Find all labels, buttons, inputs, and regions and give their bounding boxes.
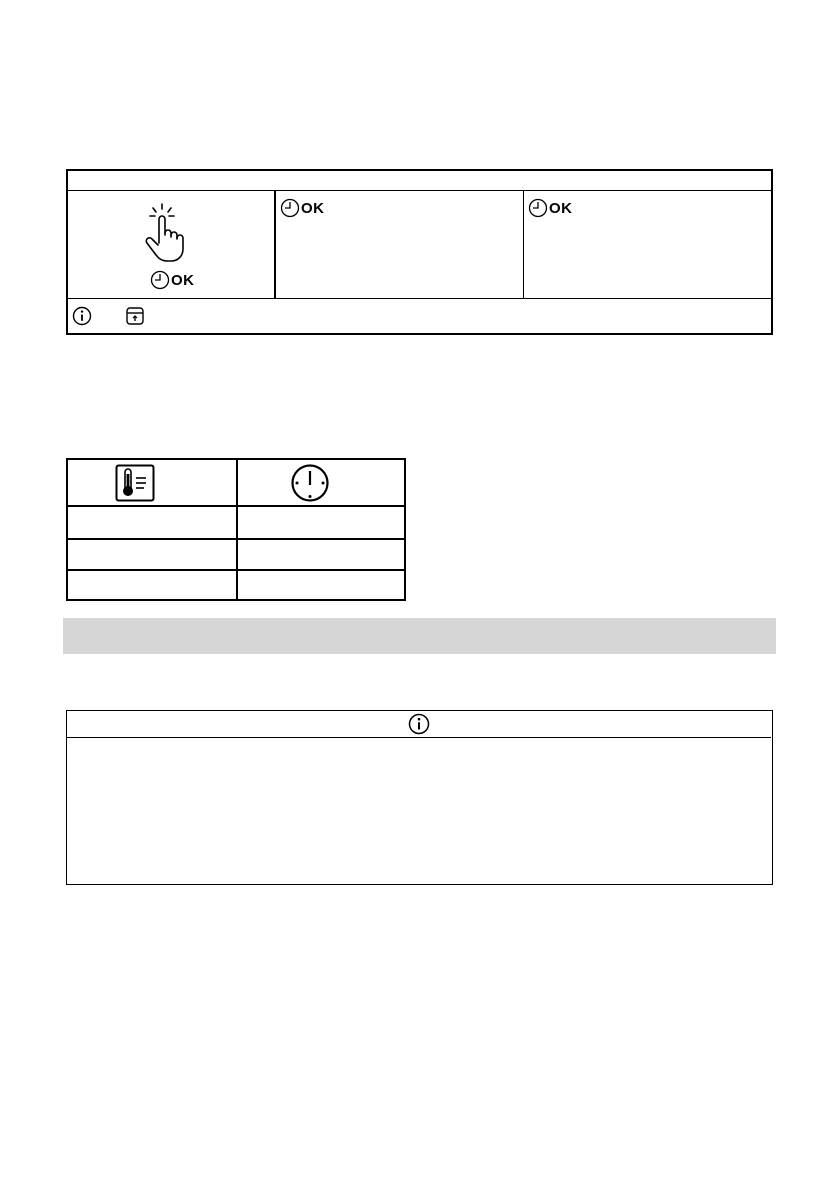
- step-3-cell: [524, 191, 771, 299]
- clock-icon: [280, 198, 300, 218]
- row-divider: [68, 538, 404, 540]
- step-2-key: [280, 198, 325, 218]
- symbol-table: [66, 458, 406, 601]
- step-1-cell: [68, 191, 276, 299]
- column-divider: [236, 460, 238, 599]
- info-icon: [408, 713, 430, 735]
- info-note-header: [67, 711, 771, 738]
- clock-icon: [528, 198, 548, 218]
- step-2-cell: [276, 191, 524, 299]
- step-1-key-label: OK: [171, 271, 195, 289]
- hand-tap-icon: [138, 203, 192, 263]
- clock-icon: [150, 270, 170, 290]
- thermometer-display-icon: [115, 464, 155, 502]
- clock-dial-icon: [290, 463, 330, 503]
- step-3-key: [528, 198, 573, 218]
- row-divider: [68, 505, 404, 507]
- step-1-key: [150, 270, 195, 290]
- steps-table-footer: [68, 298, 771, 333]
- info-note-box: [66, 710, 773, 885]
- steps-table-header: [68, 171, 771, 191]
- section-heading-bar: [63, 618, 776, 654]
- row-divider: [68, 569, 404, 571]
- door-lock-icon: [125, 306, 145, 326]
- step-2-key-label: OK: [301, 199, 325, 217]
- step-3-key-label: OK: [549, 199, 573, 217]
- info-icon: [72, 306, 92, 326]
- steps-table: [66, 169, 773, 335]
